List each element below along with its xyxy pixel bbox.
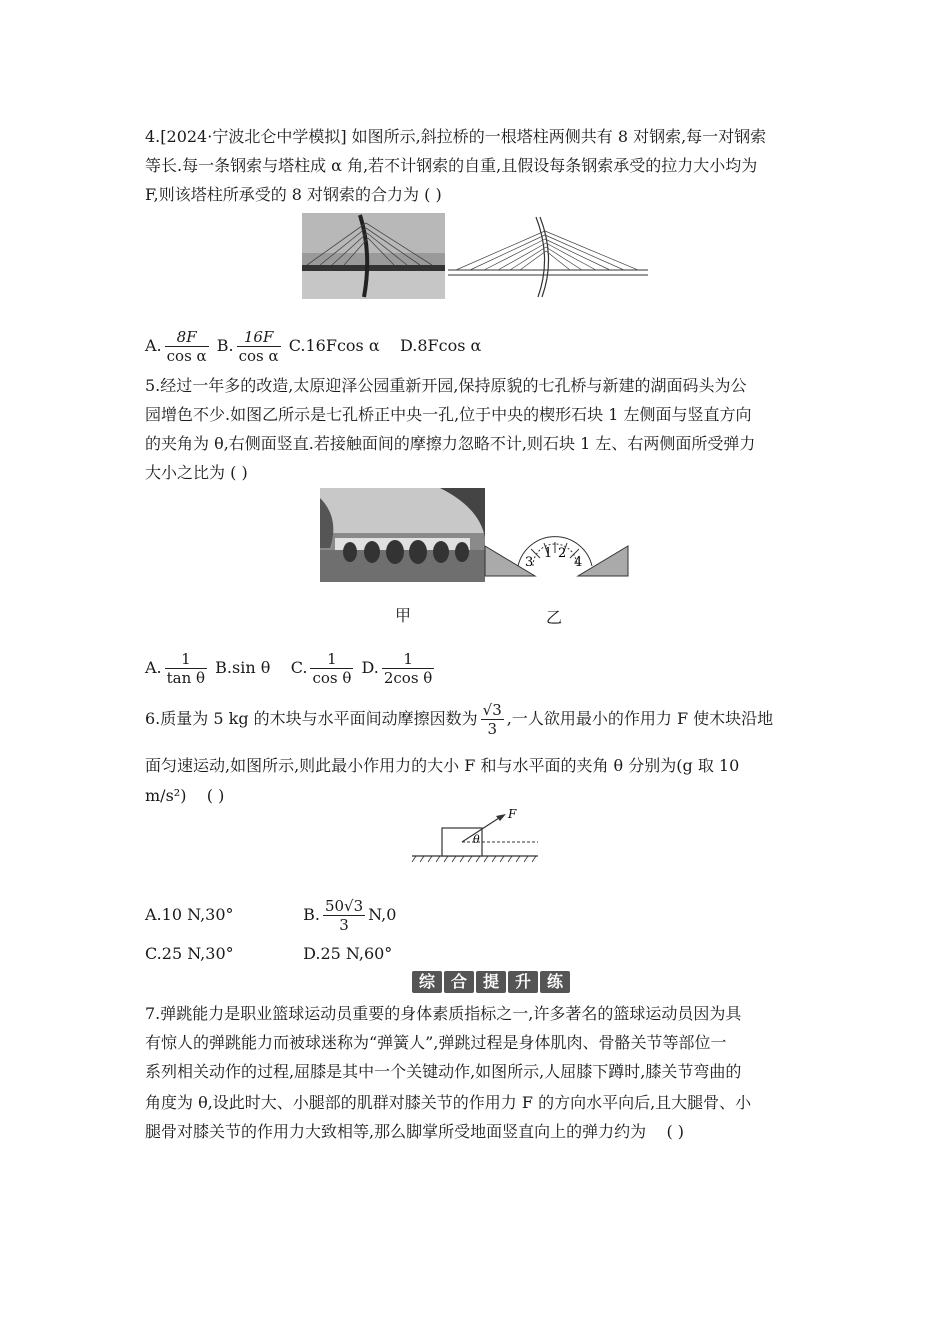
q5-option-a[interactable]: A. $\frac{1}{\text{tan θ}}$	[145, 650, 206, 687]
q5-figure	[320, 488, 630, 583]
q4-option-d[interactable]: D.8Fcos α	[400, 336, 482, 355]
q5-line-4: 大小之比为 ( )	[145, 463, 248, 482]
q6-answer-blank: ( )	[206, 786, 225, 805]
section-banner: 综 合 提 升 练	[412, 971, 570, 993]
stone-label-1: 1	[544, 546, 553, 561]
q6-option-b[interactable]: B. $\frac{50√3}{3}$ N,0	[303, 897, 397, 934]
q4-line-3: F,则该塔柱所承受的 8 对钢索的合力为 ( )	[145, 185, 442, 204]
q6-line-2: 面匀速运动,如图所示,则此最小作用力的大小 F 和与水平面的夹角 θ 分别为(g 取 10	[145, 756, 740, 775]
q5-line-1: 5.经过一年多的改造,太原迎泽公园重新开园,保持原貌的七孔桥与新建的湖面码头为公	[145, 376, 747, 395]
seven-arch-bridge-photo	[320, 488, 485, 582]
fig-label-jia: 甲	[395, 606, 412, 625]
q6-block-figure	[410, 806, 540, 864]
q4-line-1: 4.[2024·宁波北仑中学模拟] 如图所示,斜拉桥的一根塔柱两侧共有 8 对钢索,每一对钢索	[145, 127, 767, 146]
q5-option-b[interactable]: B.sin θ	[215, 658, 271, 677]
arch-diagram	[485, 537, 628, 576]
q7-answer-blank: ( )	[666, 1122, 685, 1141]
q4-line-2: 等长.每一条钢索与塔柱成 α 角,若不计钢索的自重,且假设每条钢索承受的拉力大小均为	[145, 156, 758, 175]
q6-option-c[interactable]: C.25 N,30°	[145, 944, 234, 963]
force-label: F	[508, 807, 517, 821]
q6-option-d[interactable]: D.25 N,60°	[303, 944, 393, 963]
stone-label-3: 3	[525, 555, 534, 570]
q7-line-1: 7.弹跳能力是职业篮球运动员重要的身体素质指标之一,许多著名的篮球运动员因为具	[145, 1004, 742, 1023]
q4-option-c[interactable]: C.16Fcos α	[288, 336, 380, 355]
q5-option-c[interactable]: C. $\frac{1}{\text{cos θ}}$	[290, 650, 352, 687]
q5-options	[145, 648, 437, 688]
angle-label: θ	[473, 833, 480, 846]
q5-option-d[interactable]: D. $\frac{1}{\text{2cos θ}}$	[361, 650, 433, 687]
stone-label-4: 4	[574, 555, 583, 570]
q6-line-1: 6.质量为 5 kg 的木块与水平面间动摩擦因数为 $\frac{√3}{3}$ ,一人欲用最小的作用力 F 使木块沿地	[145, 701, 774, 738]
q4-bridge-figure	[302, 213, 648, 299]
fig-label-yi: 乙	[546, 608, 563, 627]
q7-line-4: 角度为 θ,设此时大、小腿部的肌群对膝关节的作用力 F 的方向水平向后,且大腿骨、小	[145, 1093, 752, 1112]
q4-answer-blank: ( )	[424, 185, 442, 204]
q6-options-row-2	[145, 943, 392, 965]
q7-line-2: 有惊人的弹跳能力而被球迷称为“弹簧人”,弹跳过程是身体肌肉、骨骼关节等部位一	[145, 1033, 727, 1052]
q7-line-3: 系列相关动作的过程,屈膝是其中一个关键动作,如图所示,人屈膝下蹲时,膝关节弯曲的	[145, 1062, 742, 1081]
q5-line-3: 的夹角为 θ,右侧面竖直.若接触面间的摩擦力忽略不计,则石块 1 左、右两侧面所受弹力	[145, 434, 756, 453]
q4-options	[145, 328, 481, 365]
q6-options-row-1	[145, 893, 396, 937]
q6-line-3: m/s²) ( )	[145, 786, 225, 805]
q5-line-2: 园增色不少.如图乙所示是七孔桥正中央一孔,位于中央的楔形石块 1 左侧面与竖直方向	[145, 405, 752, 424]
bridge-diagram	[448, 217, 648, 297]
q4-option-b[interactable]: B. $\frac{16F}{\text{cos α}}$	[216, 328, 279, 365]
q5-answer-blank: ( )	[230, 463, 248, 482]
q4-option-a[interactable]: A. $\frac{8F}{\text{cos α}}$	[145, 328, 207, 365]
q7-line-5: 腿骨对膝关节的作用力大致相等,那么脚掌所受地面竖直向上的弹力约为 ( )	[145, 1122, 685, 1141]
q6-option-a[interactable]: A.10 N,30°	[145, 905, 234, 924]
stone-label-2: 2	[558, 546, 567, 561]
